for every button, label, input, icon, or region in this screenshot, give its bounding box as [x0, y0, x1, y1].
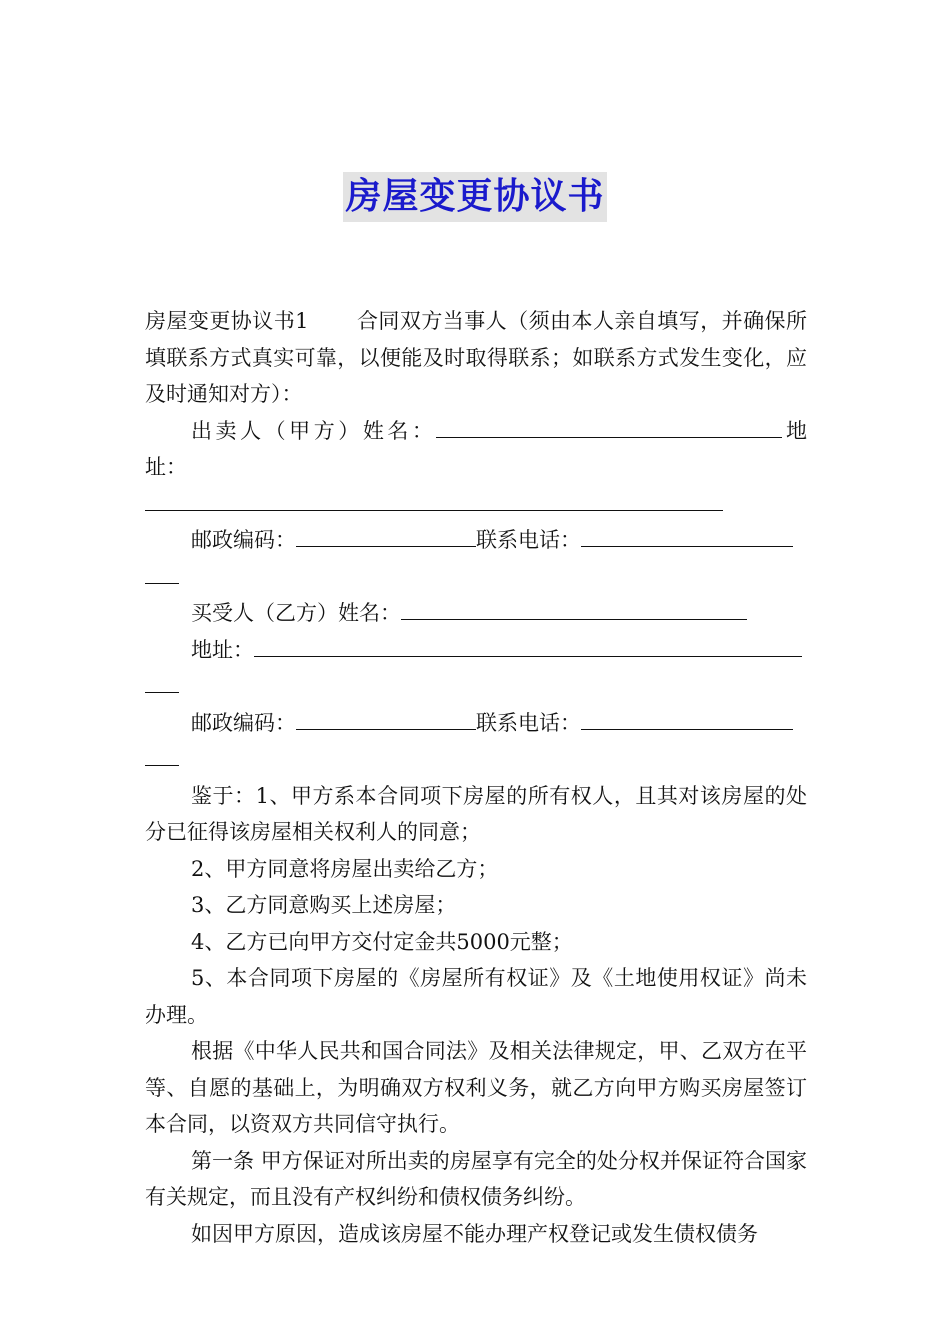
seller-address-label: 地址： — [145, 418, 808, 479]
whereas-clause-5: 5、本合同项下房屋的《房屋所有权证》及《土地使用权证》尚未办理。 — [145, 966, 807, 1027]
buyer-address-label: 地址： — [191, 637, 254, 662]
seller-address-field[interactable] — [145, 486, 723, 511]
buyer-address-line — [145, 632, 807, 669]
seller-phone-field-continued[interactable] — [145, 559, 179, 584]
intro-heading: 房屋变更协议书1 — [145, 309, 309, 333]
legal-basis-paragraph: 根据《中华人民共和国合同法》及相关法律规定，甲、乙双方在平等、自愿的基础上，为明确双方权利义务，就乙方向甲方购买房屋签订本合同，以资双方共同信守执行。 — [145, 1039, 807, 1136]
document-body — [145, 303, 807, 1252]
buyer-phone-continued — [145, 741, 807, 778]
seller-name-line — [145, 413, 807, 486]
seller-phone-field[interactable] — [581, 522, 793, 547]
buyer-phone-field[interactable] — [581, 705, 793, 730]
article-1-continuation: 如因甲方原因，造成该房屋不能办理产权登记或发生债权债务 — [191, 1221, 758, 1246]
seller-phone-label: 联系电话： — [476, 528, 581, 552]
buyer-postcode-label: 邮政编码： — [191, 710, 296, 735]
whereas-clause-1: 鉴于：1、甲方系本合同项下房屋的所有权人，且其对该房屋的处分已征得该房屋相关权利人的同意； — [145, 783, 807, 844]
buyer-postcode-field[interactable] — [296, 705, 476, 730]
document-title: 房屋变更协议书 — [343, 172, 606, 222]
buyer-address-continued — [145, 668, 807, 705]
seller-name-label: 出卖人（甲方）姓名： — [191, 418, 437, 443]
seller-address-line — [145, 486, 807, 523]
buyer-phone-field-continued[interactable] — [145, 741, 179, 766]
whereas-clause-3: 3、乙方同意购买上述房屋； — [191, 893, 457, 917]
buyer-phone-label: 联系电话： — [476, 710, 581, 735]
whereas-clause-4: 4、乙方已向甲方交付定金共5000元整； — [191, 929, 573, 954]
buyer-address-field[interactable] — [254, 632, 802, 657]
intro-paragraph — [145, 303, 807, 413]
buyer-name-field[interactable] — [401, 595, 747, 620]
intro-text: 合同双方当事人（须由本人亲自填写，并确保所填联系方式真实可靠，以便能及时取得联系；如联系方式发生变化，应及时通知对方）： — [145, 309, 807, 406]
buyer-contact-line — [145, 705, 807, 742]
article-1-paragraph: 第一条 甲方保证对所出卖的房屋享有完全的处分权并保证符合国家有关规定，而且没有产权纠纷和债权债务纠纷。 — [145, 1148, 807, 1209]
whereas-clause-2: 2、甲方同意将房屋出卖给乙方； — [191, 856, 499, 881]
seller-phone-continued — [145, 559, 807, 596]
seller-postcode-label: 邮政编码： — [191, 528, 296, 552]
buyer-name-label: 买受人（乙方）姓名： — [191, 601, 401, 625]
title-container — [0, 172, 950, 222]
seller-postcode-field[interactable] — [296, 522, 476, 547]
buyer-name-line — [145, 595, 807, 632]
buyer-address-field-continued[interactable] — [145, 668, 179, 693]
seller-contact-line — [145, 522, 807, 559]
seller-name-field[interactable] — [436, 413, 782, 438]
